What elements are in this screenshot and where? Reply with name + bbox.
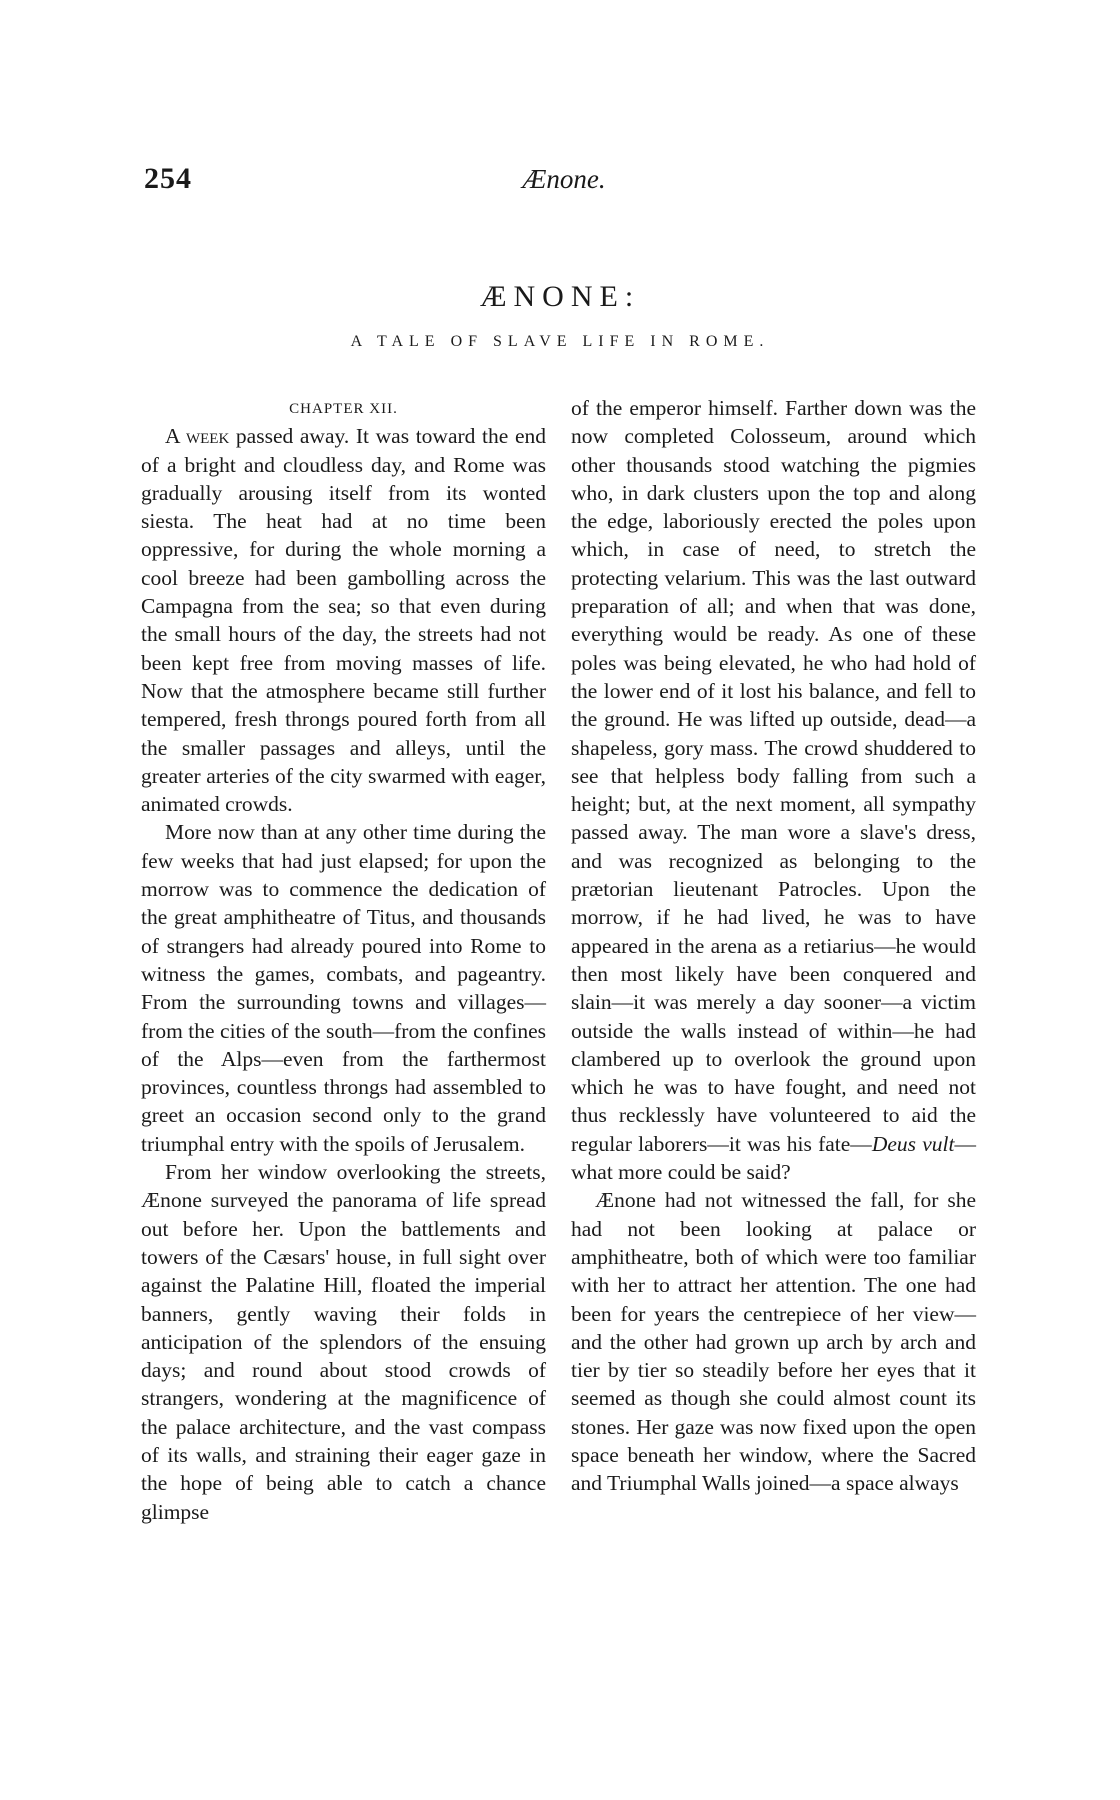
paragraph-text: of the emperor himself. Farther down was the now completed Colosseum, around which other thousands stood watching the pigmies who, in dark clusters upon the top and along the edge, laboriously erected the poles upon which, in case of need, to stretch the protecting velarium. This was the last outward preparation of all; and when that was done, everything would be ready. As one of these poles was being elevated, he who had hold of the lower end of it lost his balance, and fell to the ground. He was lifted up outside, dead—a shapeless, gory mass. The crowd shuddered to see that helpless body falling from such a height; but, at the next moment, all sympathy passed away. The man wore a slave's dress, and was recognized as belonging to the prætorian lieutenant Patrocles. Upon the morrow, if he had lived, he was to have appeared in the arena as a retiarius—he would then most likely have been conquered and slain—it was merely a day sooner—a victim outside the walls instead of within—he had clambered up to overlook the ground upon which he was to have fought, and need not thus recklessly have volunteered to aid the regular laborers—it was his fate— (571, 396, 976, 1156)
paragraph: More now than at any other time during the few weeks that had just elapsed; for upon the morrow was to commence the dedication of the great amphitheatre of Titus, and thousands of strangers had already poured into Rome to witness the games, combats, and pageantry. From the surrounding towns and villages—from the cities of the south—from the confines of the Alps—even from the farthermost provinces, countless throngs had assembled to greet an occasion second only to the grand triumphal entry with the spoils of Jerusalem. (141, 820, 546, 1156)
running-title: Ænone. (522, 164, 606, 194)
paragraph: From her window overlooking the streets, Ænone surveyed the panorama of life spread out before her. Upon the battlements and towers of the Cæsars' house, in full sight over against the Palatine Hill, floated the imperial banners, gently waving their folds in anticipation of the splendors of the ensuing days; and round about stood crowds of strangers, wondering at the magnificence of the palace architecture, and the vast compass of its walls, and straining their eager gaze in the hope of being able to catch a chance glimpse (141, 1160, 546, 1524)
paragraph (571, 394, 976, 1186)
paragraph (141, 422, 546, 818)
running-head (144, 162, 984, 202)
paragraph-text: passed away. It was toward the end of a bright and cloudless day, and Rome was gradually arousing itself from its wonted siesta. The heat had at no time been oppressive, for during the whole morning a cool breeze had been gambolling across the Campagna from the sea; so that even during the small hours of the day, the streets had not been kept free from moving masses of life. Now that the atmosphere became still further tempered, fresh throngs poured forth from all the smaller passages and alleys, until the greater arteries of the city swarmed with eager, animated crowds. (141, 424, 546, 817)
chapter-heading: CHAPTER XII. (289, 401, 398, 417)
page-number: 254 (144, 162, 192, 195)
paragraph-lead-smallcaps: A week (165, 424, 230, 449)
latin-phrase: Deus vult (871, 1131, 955, 1156)
paragraph: Ænone had not witnessed the fall, for she had not been looking at palace or amphitheatre, both of which were too familiar with her to attract her attention. The one had been for years the centrepiece of her view—and the other had grown up arch by arch and tier by tier so steadily before her eyes that it seemed as though she could almost count its stones. Her gaze was now fixed upon the open space beneath her window, where the Sacred and Triumphal Walls joined—a space always (571, 1188, 976, 1496)
story-title: ÆNONE: (479, 280, 641, 313)
right-column (571, 394, 976, 1498)
story-subtitle: A TALE OF SLAVE LIFE IN ROME. (350, 333, 770, 350)
paragraph-text: —what more could be said? (571, 1131, 976, 1185)
left-column (141, 394, 546, 1526)
